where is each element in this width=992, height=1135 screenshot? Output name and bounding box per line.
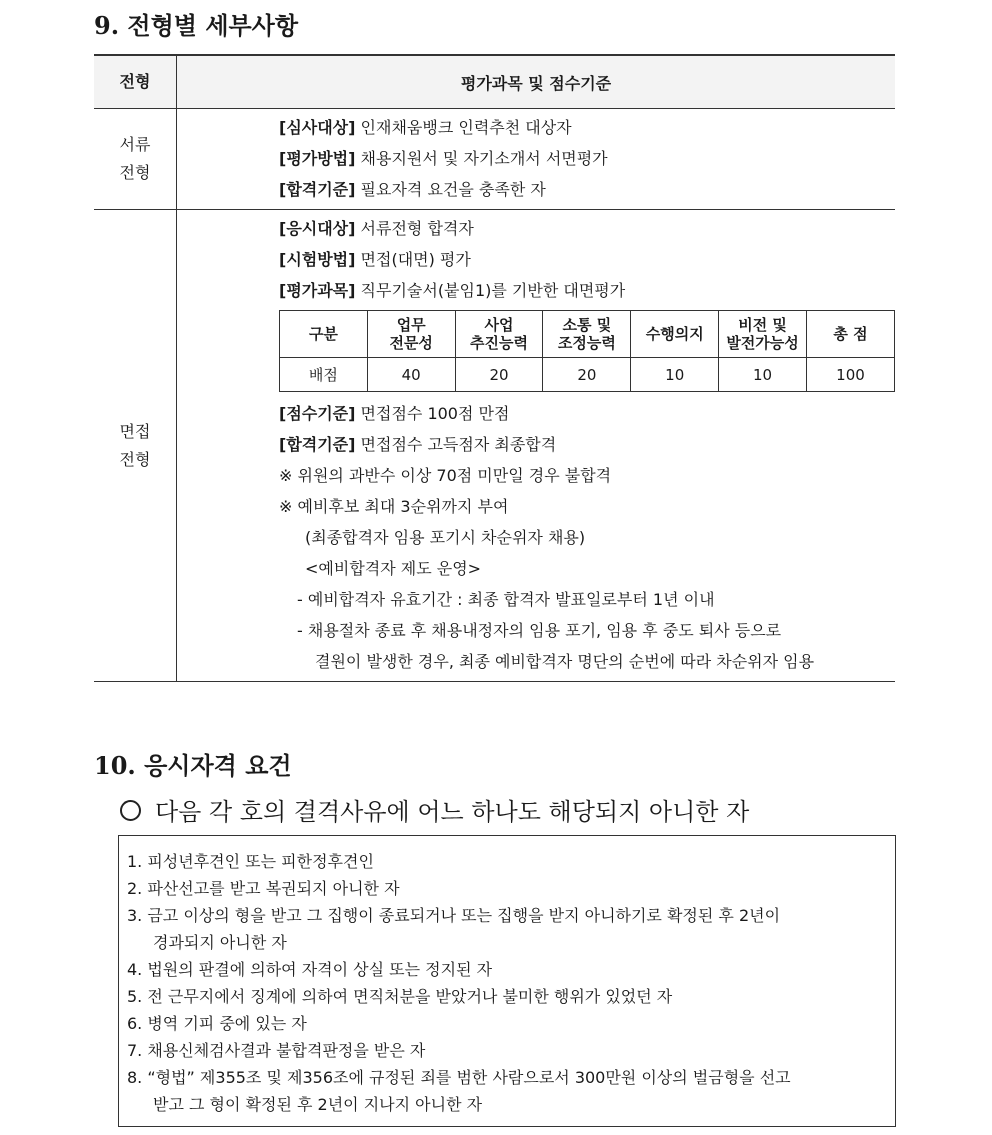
score-header-line: 소통 및 <box>562 316 612 334</box>
list-item <box>279 275 895 306</box>
section-10-title: 10. 응시자격 요건 <box>94 751 292 780</box>
condition-heading <box>120 792 749 827</box>
label-line: 서류 <box>119 135 151 154</box>
score-header-line: 업무 <box>396 316 426 334</box>
list-item: 8. “형법” 제355조 및 제356조에 규정된 죄를 범한 사람으로서 300만원 이상의 벌금형을 선고 <box>127 1068 791 1087</box>
score-header-line: 총 점 <box>833 325 868 343</box>
document-screening-row <box>94 109 895 210</box>
score-header <box>806 311 894 358</box>
document-screening-content <box>177 109 896 210</box>
label-line: 전형 <box>119 449 151 469</box>
score-header <box>367 311 455 358</box>
note-line: (최종합격자 임용 포기시 차순위자 채용) <box>305 528 586 547</box>
score-header <box>631 311 719 358</box>
document-screening-label <box>94 109 177 210</box>
note-line: ※ 위원의 과반수 이상 70점 미만일 경우 불합격 <box>279 466 612 485</box>
interview-label <box>94 210 177 682</box>
list-item: 1. 피성년후견인 또는 피한정후견인 <box>127 852 374 871</box>
header-criteria: 평가과목 및 점수기준 <box>177 55 896 109</box>
score-cell: 10 <box>719 358 807 392</box>
item-tag: [응시대상] <box>279 219 356 238</box>
interview-content <box>177 210 896 682</box>
score-header <box>280 311 368 358</box>
score-header-line: 추진능력 <box>470 334 529 352</box>
note-line: - 예비합격자 유효기간 : 최종 합격자 발표일로부터 1년 이내 <box>297 590 715 609</box>
list-item <box>279 174 895 205</box>
score-cell: 10 <box>631 358 719 392</box>
list-item <box>279 213 895 244</box>
list-item: 2. 파산선고를 받고 복권되지 아니한 자 <box>127 879 400 898</box>
list-item: 5. 전 근무지에서 징계에 의하여 면직처분을 받았거나 불미한 행위가 있었던 자 <box>127 987 673 1006</box>
item-text: 인재채움뱅크 인력추천 대상자 <box>355 118 572 137</box>
item-tag: [심사대상] <box>279 118 356 137</box>
score-cell: 40 <box>367 358 455 392</box>
score-value-row <box>280 358 895 392</box>
item-tag: [점수기준] <box>279 404 356 423</box>
score-header-line: 비전 및 <box>738 316 787 334</box>
section-9-title: 9. 전형별 세부사항 <box>94 11 299 40</box>
list-item: 3. 금고 이상의 형을 받고 그 집행이 종료되거나 또는 집행을 받지 아니하기로 확정된 후 2년이 <box>127 906 781 925</box>
circle-bullet-icon <box>120 800 141 821</box>
item-text: 직무기술서(붙임1)를 기반한 대면평가 <box>355 281 626 300</box>
list-item: 4. 법원의 판결에 의하여 자격이 상실 또는 정지된 자 <box>127 960 493 979</box>
list-item: 7. 채용신체검사결과 불합격판정을 받은 자 <box>127 1041 426 1060</box>
score-header-line: 수행의지 <box>645 325 704 343</box>
selection-details-table <box>94 54 895 682</box>
score-header-line: 발전가능성 <box>726 334 799 352</box>
note-line: 결원이 발생한 경우, 최종 예비합격자 명단의 순번에 따라 차순위자 임용 <box>315 652 815 671</box>
item-tag: [합격기준] <box>279 435 356 454</box>
item-text: 서류전형 합격자 <box>355 219 474 238</box>
list-item <box>279 429 895 460</box>
score-header-row <box>280 311 895 358</box>
disqualification-list <box>118 835 896 1127</box>
list-item-continuation: 받고 그 형이 확정된 후 2년이 지나지 아니한 자 <box>153 1095 483 1114</box>
item-text: 채용지원서 및 자기소개서 서면평가 <box>355 149 608 168</box>
list-item <box>279 398 895 429</box>
note-line: <예비합격자 제도 운영> <box>305 559 482 578</box>
list-item <box>279 112 895 143</box>
list-item: 6. 병역 기피 중에 있는 자 <box>127 1014 307 1033</box>
table-header-row <box>94 55 895 109</box>
score-header <box>719 311 807 358</box>
score-cell: 100 <box>806 358 894 392</box>
label-line: 전형 <box>119 163 151 182</box>
list-item-continuation: 경과되지 아니한 자 <box>153 933 287 952</box>
score-header-line: 전문성 <box>389 334 433 352</box>
score-header <box>543 311 631 358</box>
score-table <box>279 310 895 392</box>
condition-text: 다음 각 호의 결격사유에 어느 하나도 해당되지 아니한 자 <box>155 798 750 826</box>
score-cell: 배점 <box>280 358 368 392</box>
score-cell: 20 <box>455 358 543 392</box>
item-tag: [시험방법] <box>279 250 356 269</box>
item-text: 면접점수 100점 만점 <box>355 404 510 423</box>
score-header-line: 조정능력 <box>557 334 616 352</box>
list-item <box>279 244 895 275</box>
label-line: 면접 <box>119 421 151 441</box>
list-item <box>279 143 895 174</box>
score-header <box>455 311 543 358</box>
item-text: 필요자격 요건을 충족한 자 <box>355 180 546 199</box>
note-line: - 채용절차 종료 후 채용내정자의 임용 포기, 임용 후 중도 퇴사 등으로 <box>297 621 782 640</box>
score-cell: 20 <box>543 358 631 392</box>
item-tag: [평가과목] <box>279 281 356 300</box>
score-header-line: 구분 <box>308 325 338 343</box>
item-tag: [합격기준] <box>279 180 356 199</box>
header-type: 전형 <box>94 55 177 109</box>
item-text: 면접(대면) 평가 <box>355 250 471 269</box>
item-tag: [평가방법] <box>279 149 356 168</box>
score-header-line: 사업 <box>484 316 514 334</box>
item-text: 면접점수 고득점자 최종합격 <box>355 435 557 454</box>
interview-row <box>94 210 895 682</box>
note-line: ※ 예비후보 최대 3순위까지 부여 <box>279 497 509 516</box>
